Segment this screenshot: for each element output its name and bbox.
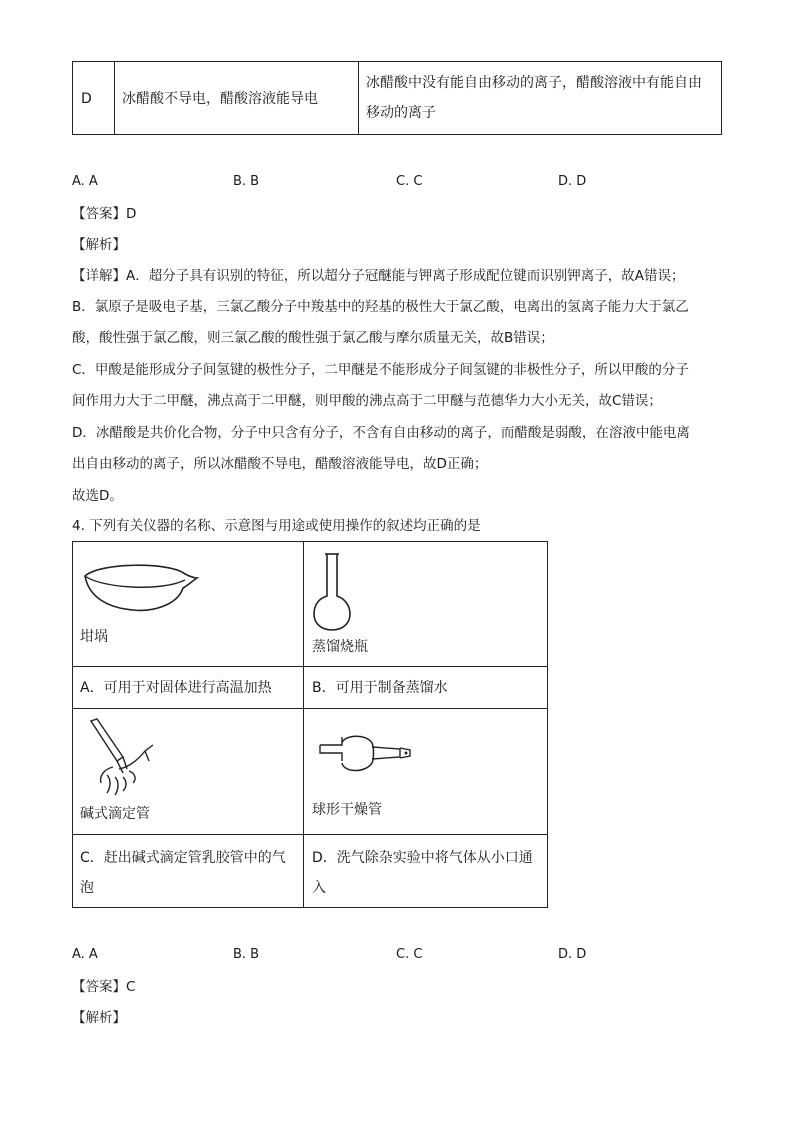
q3-option-c: C. C (396, 174, 423, 189)
q3-detail-line: 故选D。 (72, 488, 123, 504)
q4-option-d: D. D (558, 947, 587, 962)
q4-cell-c-name: 碱式滴定管 (80, 806, 150, 822)
q4-cell-c-desc-cell (73, 835, 304, 908)
drying-tube-icon (316, 733, 416, 777)
q4-cell-a-desc-cell (73, 667, 304, 709)
q3-detail-line: B．氯原子是吸电子基，三氯乙酸分子中羧基中的羟基的极性大于氯乙酸，电离出的氢离子能力大于氯乙 (72, 299, 689, 315)
q4-cell-a-figure (73, 542, 304, 667)
q3-table (72, 61, 722, 135)
q3-row-d-explanation-line2: 移动的离子 (366, 105, 436, 121)
q3-option-d: D. D (558, 174, 587, 189)
q4-cell-d-desc-line1: D．洗气除杂实验中将气体从小口通 (312, 850, 533, 866)
q3-row-d-explanation-cell (359, 62, 722, 135)
q4-cell-b-desc: B．可用于制备蒸馏水 (312, 680, 448, 696)
q4-table (72, 541, 548, 908)
q3-detail-line: D．冰醋酸是共价化合物，分子中只含有分子，不含有自由移动的离子，而醋酸是弱酸，在溶液中能电离 (72, 425, 690, 441)
q4-option-c: C. C (396, 947, 423, 962)
q4-stem: 4. 下列有关仪器的名称、示意图与用途或使用操作的叙述均正确的是 (72, 518, 481, 534)
q3-row-d-explanation-line1: 冰醋酸中没有能自由移动的离子，醋酸溶液中有能自由 (366, 75, 702, 91)
q4-answer-value: C (126, 979, 136, 995)
q3-row-d-letter: D (81, 91, 92, 107)
q3-option-b: B. B (233, 174, 260, 189)
q3-detail-line: 出自由移动的离子，所以冰醋酸不导电，醋酸溶液能导电，故D正确； (72, 456, 488, 472)
q3-analysis-label: 【解析】 (72, 237, 126, 253)
q4-cell-c-figure (73, 709, 304, 835)
q3-option-a: A. A (72, 174, 98, 189)
q3-detail-line: 酸，酸性强于氯乙酸，则三氯乙酸的酸性强于氯乙酸与摩尔质量无关，故B错误； (72, 330, 554, 346)
q3-row-d-letter-cell (73, 62, 115, 135)
q4-options (72, 947, 632, 967)
q4-cell-c-desc-line1: C．赶出碱式滴定管乳胶管中的气 (80, 850, 286, 866)
q4-cell-d-desc-cell (304, 835, 548, 908)
q4-option-b: B. B (233, 947, 260, 962)
q4-cell-a-desc: A．可用于对固体进行高温加热 (80, 680, 272, 696)
q4-cell-a-name: 坩埚 (80, 629, 108, 645)
q4-answer (72, 977, 722, 997)
distilling-flask-icon (312, 552, 352, 632)
q3-row-d-statement: 冰醋酸不导电，醋酸溶液能导电 (122, 91, 318, 107)
q4-analysis-label: 【解析】 (72, 1010, 126, 1026)
q4-cell-b-name: 蒸馏烧瓶 (312, 639, 368, 655)
q3-detail-line: 【详解】A．超分子具有识别的特征，所以超分子冠醚能与钾离子形成配位键而识别钾离子，故A错误； (72, 268, 685, 284)
q4-cell-b-desc-cell (304, 667, 548, 709)
q3-detail-line: 间作用力大于二甲醚，沸点高于二甲醚，则甲酸的沸点高于二甲醚与范德华力大小无关，故C错误； (72, 393, 662, 409)
q3-answer (72, 204, 722, 224)
q3-answer-value: D (126, 206, 137, 222)
q3-row-d-statement-cell (115, 62, 359, 135)
q4-answer-label: 【答案】 (72, 979, 126, 995)
q3-detail-line: C．甲酸是能形成分子间氢键的极性分子，二甲醚是不能形成分子间氢键的非极性分子，所以甲酸的分子 (72, 362, 689, 378)
q3-answer-label: 【答案】 (72, 206, 126, 222)
q3-options (72, 174, 632, 194)
q4-cell-d-desc-line2: 入 (312, 880, 326, 896)
q4-option-a: A. A (72, 947, 98, 962)
q4-cell-c-desc-line2: 泡 (80, 880, 94, 896)
burette-hand-icon (83, 717, 163, 797)
q4-cell-d-figure (304, 709, 548, 835)
q4-cell-d-name: 球形干燥管 (312, 802, 382, 818)
q4-cell-b-figure (304, 542, 548, 667)
crucible-icon (81, 562, 201, 622)
